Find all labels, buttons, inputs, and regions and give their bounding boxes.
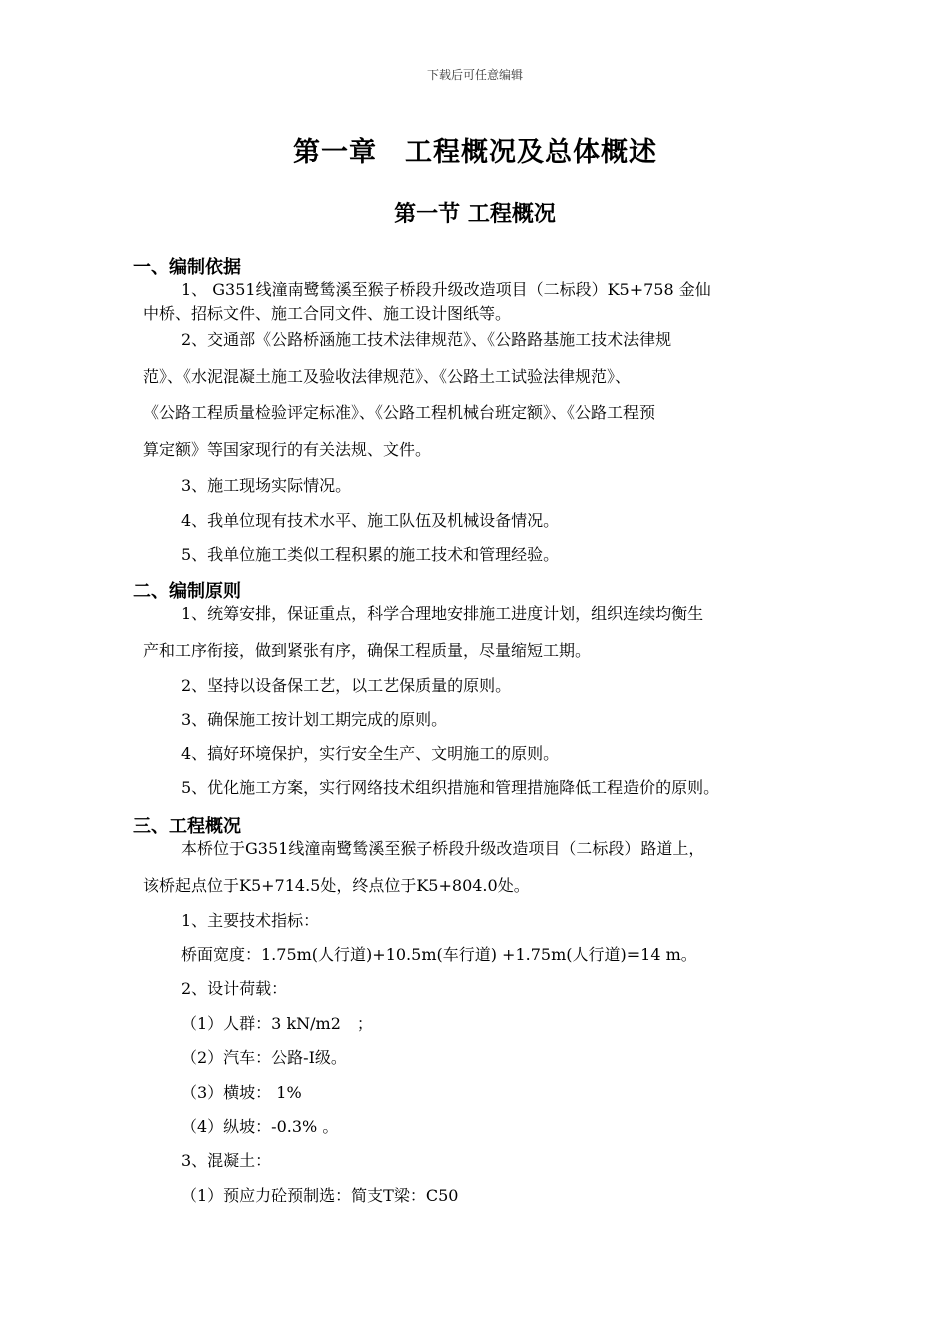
basis-line: 算定额》等国家现行的有关法规、文件。 xyxy=(143,440,432,459)
overview-line: 3、混凝土： xyxy=(181,1151,272,1170)
basis-line: 5、我单位施工类似工程积累的施工技术和管理经验。 xyxy=(181,545,560,564)
principles-line: 5、优化施工方案，实行网络技术组织措施和管理措施降低工程造价的原则。 xyxy=(181,778,720,797)
overview-line: （1）人群：3 kN/m2 ； xyxy=(181,1014,373,1033)
principles-line: 产和工序衔接，做到紧张有序，确保工程质量，尽量缩短工期。 xyxy=(143,641,592,660)
basis-line: 《公路工程质量检验评定标准》、《公路工程机械台班定额》、《公路工程预 xyxy=(143,403,656,422)
page-header-note: 下载后可任意编辑 xyxy=(426,68,523,82)
basis-line: 3、施工现场实际情况。 xyxy=(181,476,352,495)
overview-line: （2）汽车：公路-I级。 xyxy=(181,1048,347,1067)
basis-line: 4、我单位现有技术水平、施工队伍及机械设备情况。 xyxy=(181,511,560,530)
basis-line: 范》、《水泥混凝土施工及验收法律规范》、《公路土工试验法律规范》、 xyxy=(143,367,632,386)
overview-line: （4）纵坡：-0.3% 。 xyxy=(181,1117,339,1136)
overview-line: 本桥位于G351线潼南鹭鸶溪至猴子桥段升级改造项目（二标段）路道上， xyxy=(181,839,705,858)
overview-line: 2、设计荷载： xyxy=(181,979,288,998)
chapter-title: 第一章 工程概况及总体概述 xyxy=(293,137,657,168)
basis-line: 中桥、招标文件、施工合同文件、施工设计图纸等。 xyxy=(143,304,512,323)
basis-line: 1、 G351线潼南鹭鸶溪至猴子桥段升级改造项目（二标段）K5+758 金仙 xyxy=(181,280,711,299)
overview-line: 1、主要技术指标： xyxy=(181,911,320,930)
section-title: 第一节 工程概况 xyxy=(394,202,556,227)
heading-principles: 二、编制原则 xyxy=(133,581,241,602)
overview-line: （3）横坡： 1% xyxy=(181,1083,302,1102)
principles-line: 3、确保施工按计划工期完成的原则。 xyxy=(181,710,448,729)
overview-line: （1）预应力砼预制选：简支T梁：C50 xyxy=(181,1186,459,1205)
principles-line: 4、搞好环境保护，实行安全生产、文明施工的原则。 xyxy=(181,744,560,763)
heading-overview: 三、工程概况 xyxy=(133,816,241,837)
principles-line: 1、统筹安排，保证重点，科学合理地安排施工进度计划，组织连续均衡生 xyxy=(181,604,704,623)
heading-basis: 一、编制依据 xyxy=(133,257,241,278)
basis-line: 2、交通部《公路桥涵施工技术法律规范》、《公路路基施工技术法律规 xyxy=(181,330,672,349)
principles-line: 2、坚持以设备保工艺，以工艺保质量的原则。 xyxy=(181,676,512,695)
overview-line: 桥面宽度：1.75m(人行道)+10.5m(车行道) +1.75m(人行道)=14 m。 xyxy=(181,945,697,964)
overview-line: 该桥起点位于K5+714.5处，终点位于K5+804.0处。 xyxy=(143,876,530,895)
